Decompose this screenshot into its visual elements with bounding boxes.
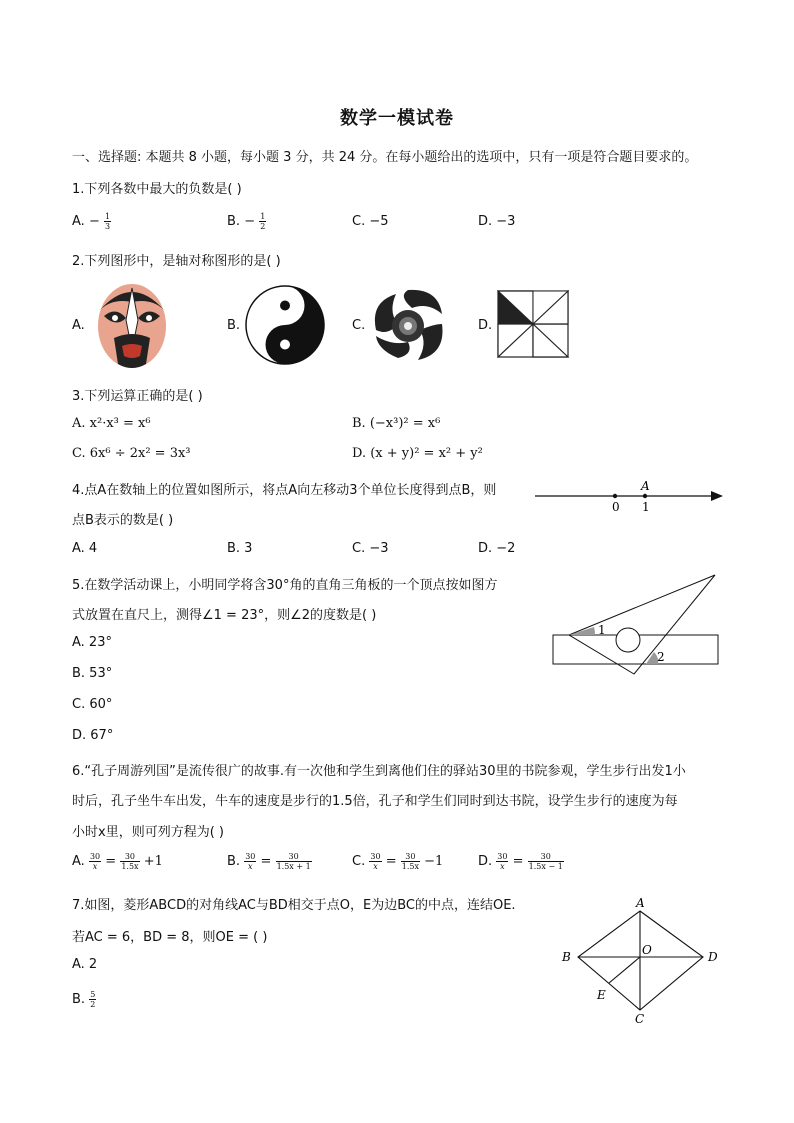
number-line-point-a: A — [641, 479, 650, 493]
q3-option-d[interactable]: D. (x + y)² = x² + y² — [352, 446, 483, 461]
q5-option-a[interactable]: A. 23° — [72, 635, 112, 650]
vertex-label-b: B — [562, 950, 571, 964]
q4-option-b[interactable]: B. 3 — [227, 541, 253, 556]
q2-option-d[interactable]: D. — [478, 318, 493, 333]
q7-option-a[interactable]: A. 2 — [72, 957, 98, 972]
q1-option-c[interactable]: C. −5 — [352, 214, 389, 229]
angle-label-2: 2 — [657, 650, 665, 664]
rhombus-figure — [556, 893, 728, 1027]
q6-stem-line2: 时后，孔子坐牛车出发，牛车的速度是步行的1.5倍，孔子和学生们同时到达书院，设学生步行的速度为每 — [72, 794, 678, 809]
page-title: 数学一模试卷 — [340, 108, 454, 129]
q5-option-d[interactable]: D. 67° — [72, 728, 114, 743]
center-label-o: O — [642, 943, 652, 957]
number-line-label-0: 0 — [612, 500, 620, 514]
vertex-label-a: A — [636, 896, 645, 910]
yin-yang-symbol — [244, 284, 326, 366]
angle-label-1: 1 — [598, 623, 606, 637]
swirl-logo-image — [368, 284, 448, 364]
q6-stem-line3: 小时x里，则可列方程为( ) — [72, 825, 224, 840]
q6-option-c[interactable]: C. $\frac{30}{x}$ = $\frac{30}{1.5x}$ −1 — [352, 852, 444, 871]
q4-stem-line1: 4.点A在数轴上的位置如图所示，将点A向左移动3个单位长度得到点B，则 — [72, 483, 497, 498]
q3-option-a[interactable]: A. x²·x³ = x⁶ — [72, 416, 151, 431]
ruler-triangle-figure — [550, 572, 722, 678]
q5-stem-line1: 5.在数学活动课上，小明同学将含30°角的直角三角板的一个顶点按如图方 — [72, 578, 498, 593]
q6-option-b[interactable]: B. $\frac{30}{x}$ = $\frac{30}{1.5x + 1}$ — [227, 852, 311, 871]
number-line-label-1: 1 — [642, 500, 650, 514]
q4-option-a[interactable]: A. 4 — [72, 541, 98, 556]
q7-stem-line2: 若AC = 6，BD = 8，则OE = ( ) — [72, 930, 268, 945]
q1-a-fraction: $\frac{1}{3}$ — [104, 212, 111, 231]
q5-option-c[interactable]: C. 60° — [72, 697, 113, 712]
q6-stem-line1: 6.“孔子周游列国”是流传很广的故事.有一次他和学生到离他们住的驿站30里的书院参观，学生步行出发1小 — [72, 764, 686, 779]
q6-option-a[interactable]: A. $\frac{30}{x}$ = $\frac{30}{1.5x}$ +1 — [72, 852, 163, 871]
q4-option-c[interactable]: C. −3 — [352, 541, 389, 556]
q5-option-b[interactable]: B. 53° — [72, 666, 113, 681]
q4-option-d[interactable]: D. −2 — [478, 541, 516, 556]
number-line-figure — [533, 478, 725, 514]
vertex-label-c: C — [635, 1012, 645, 1026]
q4-stem-line2: 点B表示的数是( ) — [72, 513, 174, 528]
q6-option-d[interactable]: D. $\frac{30}{x}$ = $\frac{30}{1.5x - 1}$ — [478, 852, 563, 871]
q1-option-a[interactable]: A. − $\frac{1}{3}$ — [72, 212, 111, 231]
q7-stem-line1: 7.如图，菱形ABCD的对角线AC与BD相交于点O，E为边BC的中点，连结OE. — [72, 898, 516, 913]
q1-b-fraction: $\frac{1}{2}$ — [260, 212, 266, 231]
q3-option-b[interactable]: B. (−x³)² = x⁶ — [352, 416, 441, 431]
q2-option-a[interactable]: A. — [72, 318, 85, 333]
q3-option-c[interactable]: C. 6x⁶ ÷ 2x² = 3x³ — [72, 446, 191, 461]
midpoint-label-e: E — [597, 988, 606, 1002]
vertex-label-d: D — [708, 950, 718, 964]
q1-stem: 1.下列各数中最大的负数是( ) — [72, 182, 242, 197]
pinwheel-figure — [497, 290, 569, 358]
q7-option-b[interactable]: B. $\frac{5}{2}$ — [72, 990, 96, 1009]
q3-stem: 3.下列运算正确的是( ) — [72, 389, 203, 404]
q1-option-d[interactable]: D. −3 — [478, 214, 516, 229]
peking-opera-mask-image — [92, 280, 172, 372]
q2-stem: 2.下列图形中，是轴对称图形的是( ) — [72, 254, 281, 269]
q5-stem-line2: 式放置在直尺上，测得∠1 = 23°，则∠2的度数是( ) — [72, 608, 377, 623]
q2-option-c[interactable]: C. — [352, 318, 366, 333]
q2-option-b[interactable]: B. — [227, 318, 241, 333]
q1-option-b[interactable]: B. − $\frac{1}{2}$ — [227, 212, 266, 231]
section-heading: 一、选择题: 本题共 8 小题，每小题 3 分，共 24 分。在每小题给出的选项中，只有一项是符合题目要求的。 — [72, 150, 698, 165]
